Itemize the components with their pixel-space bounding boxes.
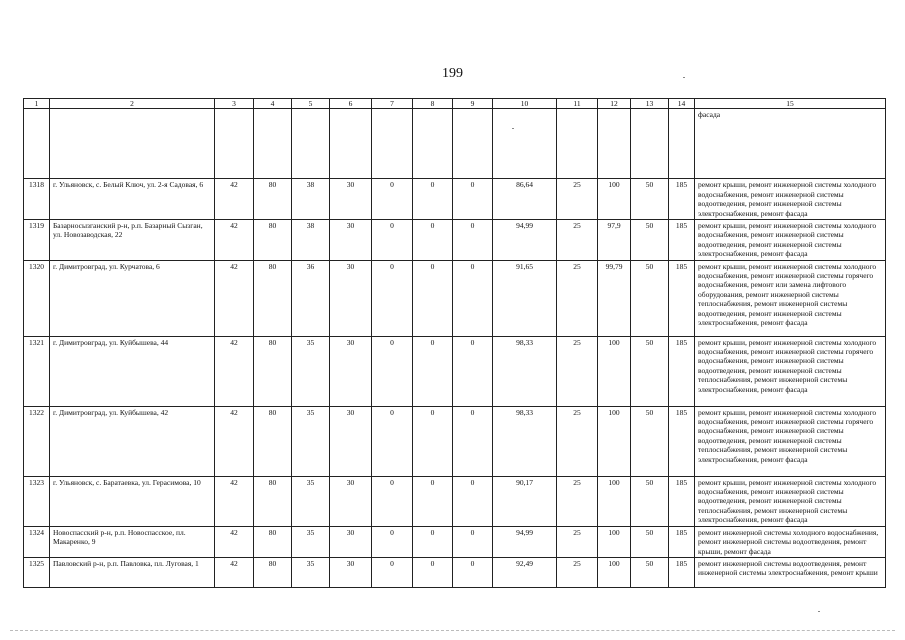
cell-value: 98,33 [493,406,557,476]
table-row [24,557,886,587]
scan-edge-noise [10,630,895,633]
cell-value: 0 [372,336,413,406]
cell-value: 0 [453,260,493,336]
repair-schedule-table [23,98,886,588]
cell-works: ремонт крыши, ремонт инженерной системы холодного водоснабжения, ремонт инженерной системы горячего водоснабжения, ремонт инженерной системы водоотведения, ремонт инженерной системы теплоснабжения, ремонт инженерной системы электроснабжения, ремонт фасада [695,336,886,406]
cell-value: 100 [598,179,631,220]
cell-value: 50 [631,557,669,587]
cell-address: г. Димитровград, ул. Куйбышева, 44 [50,336,215,406]
cell-value: 0 [372,526,413,557]
table-row [24,220,886,261]
cell-value: 25 [557,557,598,587]
cell-value: 25 [557,476,598,526]
continuation-row [24,109,886,179]
cell-value: 42 [215,557,254,587]
cell-address: г. Димитровград, ул. Курчатова, 6 [50,260,215,336]
cell-num: 1323 [24,476,50,526]
cell-works: ремонт крыши, ремонт инженерной системы холодного водоснабжения, ремонт инженерной системы водоотведения, ремонт инженерной системы теплоснабжения, ремонт инженерной системы электроснабжения, ремонт фасада [695,476,886,526]
cell-value: 92,49 [493,557,557,587]
cell-address: г. Ульяновск, с. Белый Ключ, ул. 2-я Садовая, 6 [50,179,215,220]
cell-num: 1318 [24,179,50,220]
cell-value: 30 [330,557,372,587]
cell-value: 80 [254,179,292,220]
cell-num: 1322 [24,406,50,476]
cell-value: 0 [453,476,493,526]
cell-works: ремонт инженерной системы холодного водоснабжения, ремонт инженерной системы водоотведения, ремонт крыши, ремонт фасада [695,526,886,557]
cell-value: 0 [413,476,453,526]
cell-num: 1321 [24,336,50,406]
cell-value: 185 [669,526,695,557]
column-header: 12 [598,99,631,109]
cell-address: Базарносызганский р-н, р.п. Базарный Сызган, ул. Новозаводская, 22 [50,220,215,261]
column-number-row [24,99,886,109]
cell-value: 42 [215,220,254,261]
cell-value: 100 [598,526,631,557]
cell-value: 0 [372,220,413,261]
cell-address: Павловский р-н, р.п. Павловка, пл. Луговая, 1 [50,557,215,587]
cell-value: 35 [292,336,330,406]
cell-value: 0 [453,179,493,220]
cell-address: Новоспасский р-н, р.п. Новоспасское, пл. Макаренко, 9 [50,526,215,557]
table-row [24,179,886,220]
table-row [24,260,886,336]
cell-value: 0 [453,557,493,587]
cell-value: 50 [631,336,669,406]
cell-value: 50 [631,260,669,336]
cell-value: 25 [557,220,598,261]
cell-value: 35 [292,557,330,587]
cell-value: 25 [557,526,598,557]
cell-value: 90,17 [493,476,557,526]
cell-value: 38 [292,179,330,220]
column-header: 13 [631,99,669,109]
column-header: 6 [330,99,372,109]
cell-value: 185 [669,260,695,336]
cell-value: 25 [557,260,598,336]
cell-works: ремонт крыши, ремонт инженерной системы холодного водоснабжения, ремонт инженерной системы горячего водоснабжения, ремонт инженерной системы водоотведения, ремонт инженерной системы теплоснабжения, ремонт инженерной системы электроснабжения, ремонт фасада [695,406,886,476]
cell-value: 25 [557,179,598,220]
cell-value: 100 [598,476,631,526]
cell-value: 185 [669,476,695,526]
cell-value: 30 [330,220,372,261]
cell-value: 50 [631,476,669,526]
table-row [24,526,886,557]
cell-num: 1319 [24,220,50,261]
cell-value: 185 [669,220,695,261]
cell-value: 30 [330,179,372,220]
cell-value: 0 [372,557,413,587]
cell-value: 91,65 [493,260,557,336]
cell-value: 80 [254,406,292,476]
cell-value: 0 [413,179,453,220]
cell-value: 35 [292,526,330,557]
cell-value: 30 [330,336,372,406]
cell-value: 30 [330,260,372,336]
cell-value: 80 [254,260,292,336]
cell-value: 30 [330,526,372,557]
scan-speck [683,77,685,78]
cell-works: ремонт крыши, ремонт инженерной системы холодного водоснабжения, ремонт инженерной системы водоотведения, ремонт инженерной системы электроснабжения, ремонт фасада [695,179,886,220]
table-row [24,336,886,406]
cell-value: 42 [215,406,254,476]
cell-value: 100 [598,406,631,476]
cell-address [50,109,215,179]
column-header: 9 [453,99,493,109]
cell-value: 98,33 [493,336,557,406]
cell-num: 1324 [24,526,50,557]
cell-value: 0 [372,406,413,476]
cell-value: 38 [292,220,330,261]
cell-works: фасада [695,109,886,179]
cell-value: 0 [413,260,453,336]
cell-address: г. Ульяновск, с. Баратаевка, ул. Герасимова, 10 [50,476,215,526]
cell-value: 42 [215,336,254,406]
cell-value: 0 [453,406,493,476]
cell-value: 50 [631,526,669,557]
cell-value: 42 [215,260,254,336]
cell-address: г. Димитровград, ул. Куйбышева, 42 [50,406,215,476]
cell-value: 99,79 [598,260,631,336]
cell-value: 0 [413,557,453,587]
cell-value: 42 [215,476,254,526]
cell-value: 185 [669,406,695,476]
column-header: 4 [254,99,292,109]
cell-value: 80 [254,557,292,587]
column-header: 3 [215,99,254,109]
cell-value: 97,9 [598,220,631,261]
cell-value: 50 [631,406,669,476]
cell-value: 0 [372,179,413,220]
table-row [24,406,886,476]
column-header: 5 [292,99,330,109]
cell-value: 0 [453,336,493,406]
page-number: 199 [442,66,463,81]
cell-works: ремонт инженерной системы водоотведения, ремонт инженерной системы электроснабжения, ремонт крыши [695,557,886,587]
cell-value: 30 [330,406,372,476]
column-header: 1 [24,99,50,109]
cell-value: 36 [292,260,330,336]
cell-value: 185 [669,557,695,587]
column-header: 7 [372,99,413,109]
cell-value: 100 [598,557,631,587]
cell-value: 0 [413,336,453,406]
cell-value: 100 [598,336,631,406]
cell-value: 80 [254,526,292,557]
cell-works: ремонт крыши, ремонт инженерной системы холодного водоснабжения, ремонт инженерной системы водоотведения, ремонт инженерной системы электроснабжения, ремонт фасада [695,220,886,261]
cell-works: ремонт крыши, ремонт инженерной системы холодного водоснабжения, ремонт инженерной системы горячего водоснабжения, ремонт или замена лифтового оборудования, ремонт инженерной системы теплоснабжения, ремонт инженерной системы водоотведения, ремонт инженерной системы электроснабжения, ремонт фасада [695,260,886,336]
column-header: 15 [695,99,886,109]
cell-value: 50 [631,220,669,261]
cell-value: 30 [330,476,372,526]
cell-value: 50 [631,179,669,220]
scan-speck [818,611,820,612]
cell-value: 35 [292,476,330,526]
cell-value: 0 [413,526,453,557]
cell-value: 86,64 [493,179,557,220]
cell-value: 0 [413,220,453,261]
cell-num [24,109,50,179]
cell-num: 1325 [24,557,50,587]
cell-value: 80 [254,220,292,261]
cell-value: 35 [292,406,330,476]
cell-value: 0 [453,220,493,261]
cell-value: 25 [557,336,598,406]
cell-value: 42 [215,526,254,557]
cell-value: 94,99 [493,526,557,557]
cell-value: 80 [254,336,292,406]
cell-value: 185 [669,179,695,220]
table-row [24,476,886,526]
cell-value: 42 [215,179,254,220]
cell-value: 0 [372,260,413,336]
cell-value: 185 [669,336,695,406]
cell-value: 25 [557,406,598,476]
column-header: 8 [413,99,453,109]
cell-value: 94,99 [493,220,557,261]
cell-value: 0 [413,406,453,476]
cell-value: 80 [254,476,292,526]
cell-value: 0 [372,476,413,526]
column-header: 14 [669,99,695,109]
cell-num: 1320 [24,260,50,336]
column-header: 10 [493,99,557,109]
column-header: 2 [50,99,215,109]
cell-value: 0 [453,526,493,557]
column-header: 11 [557,99,598,109]
